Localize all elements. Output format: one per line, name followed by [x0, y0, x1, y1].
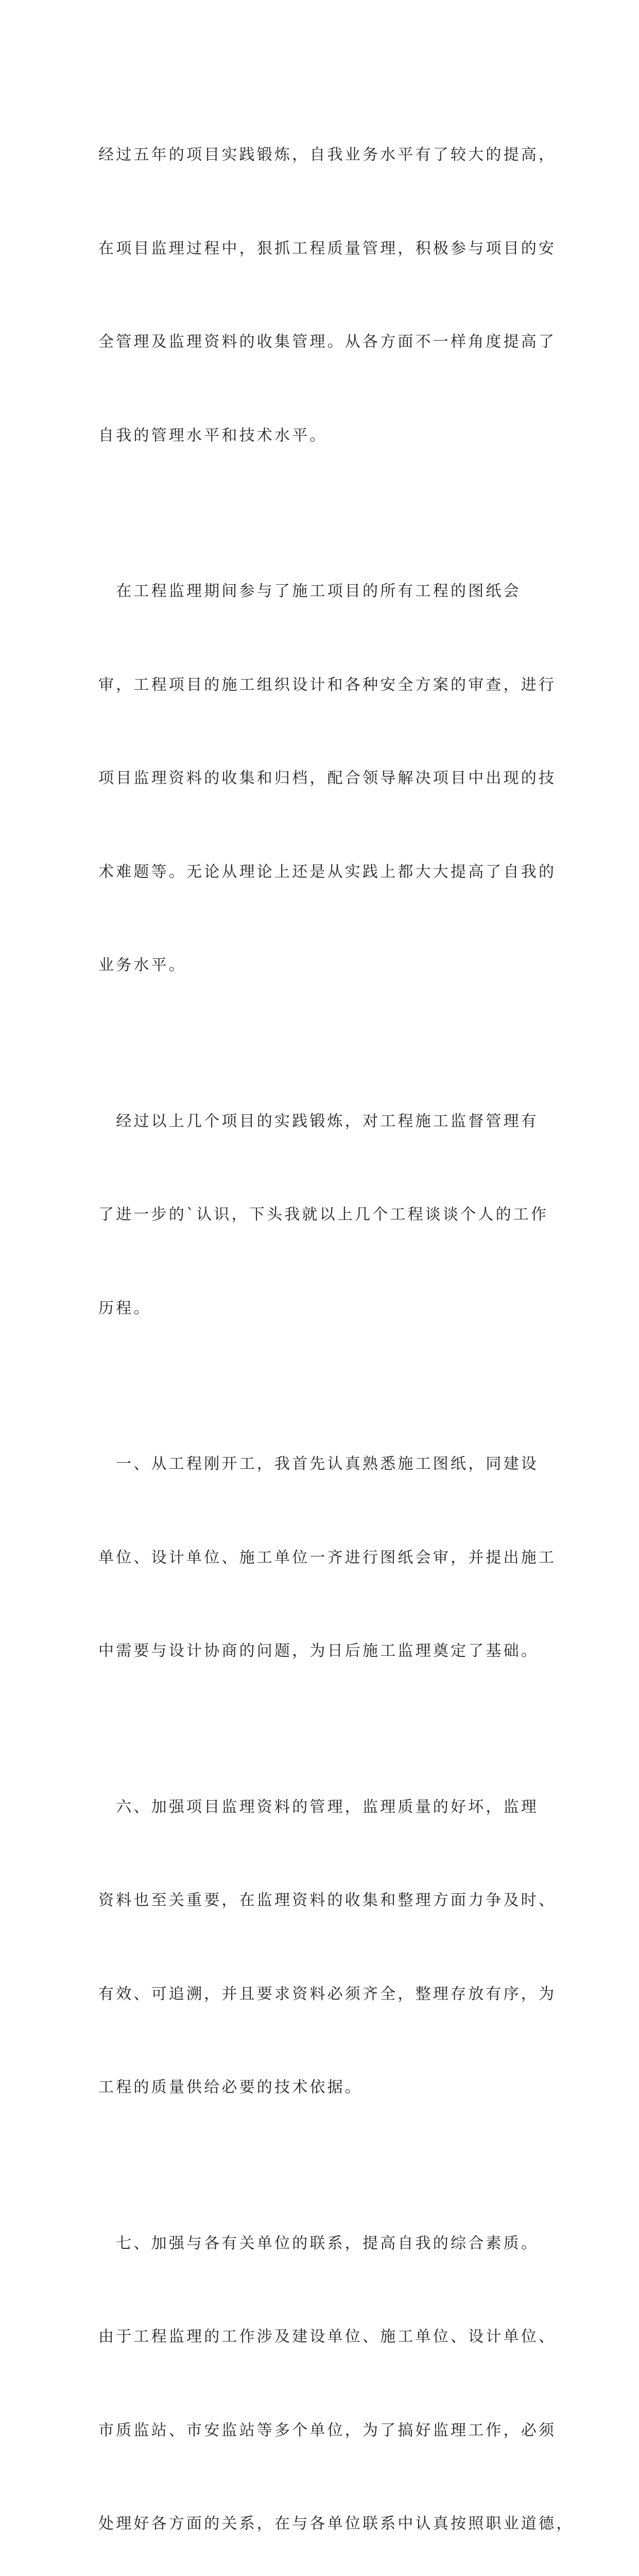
text-line: 在工程监理期间参与了施工项目的所有工程的图纸会 [98, 576, 541, 607]
paragraph [98, 514, 541, 1044]
paragraph [98, 77, 541, 514]
text-line: 单位、设计单位、施工单位一齐进行图纸会审，并提出施工 [98, 1543, 541, 1574]
paragraph [98, 1044, 541, 1387]
text-line: 处理好各方面的关系，在与各单位联系中认真按照职业道德， [98, 2509, 541, 2540]
body-text [98, 77, 541, 2576]
text-line: 术难题等。无论从理论上还是从实践上都大大提高了自我的 [98, 857, 541, 888]
text-line: 经过五年的项目实践锻炼，自我业务水平有了较大的提高， [98, 140, 541, 171]
text-line: 中需要与设计协商的问题，为日后施工监理奠定了基础。 [98, 1636, 541, 1667]
text-line: 业务水平。 [98, 950, 541, 981]
text-line: 经过以上几个项目的实践锻炼，对工程施工监督管理有 [98, 1106, 541, 1138]
text-line: 工程的质量供给必要的技术依据。 [98, 2072, 541, 2104]
text-line: 由于工程监理的工作涉及建设单位、施工单位、设计单位、 [98, 2321, 541, 2353]
paragraph [98, 2166, 541, 2576]
text-line: 自我的管理水平和技术水平。 [98, 420, 541, 452]
text-line: 市质监站、市安监站等多个单位，为了搞好监理工作，必须 [98, 2415, 541, 2447]
text-line: 审，工程项目的施工组织设计和各种安全方案的审查，进行 [98, 670, 541, 701]
text-line: 六、加强项目监理资料的管理，监理质量的好坏，监理 [98, 1792, 541, 1823]
text-line: 在项目监理过程中，狠抓工程质量管理，积极参与项目的安 [98, 233, 541, 265]
text-line: 一、从工程刚开工，我首先认真熟悉施工图纸，同建设 [98, 1449, 541, 1480]
document-page [0, 0, 639, 904]
text-line: 了进一步的`认识，下头我就以上几个工程谈谈个人的工作 [98, 1199, 541, 1231]
text-line: 资料也至关重要，在监理资料的收集和整理方面力争及时、 [98, 1885, 541, 1917]
text-line: 项目监理资料的收集和归档，配合领导解决项目中出现的技 [98, 763, 541, 794]
paragraph [98, 1386, 541, 1730]
text-line: 有效、可追溯，并且要求资料必须齐全，整理存放有序，为 [98, 1979, 541, 2010]
text-line: 全管理及监理资料的收集管理。从各方面不一样角度提高了 [98, 327, 541, 358]
text-line: 七、加强与各有关单位的联系，提高自我的综合素质。 [98, 2228, 541, 2260]
paragraph [98, 1730, 541, 2166]
text-line: 历程。 [98, 1293, 541, 1325]
